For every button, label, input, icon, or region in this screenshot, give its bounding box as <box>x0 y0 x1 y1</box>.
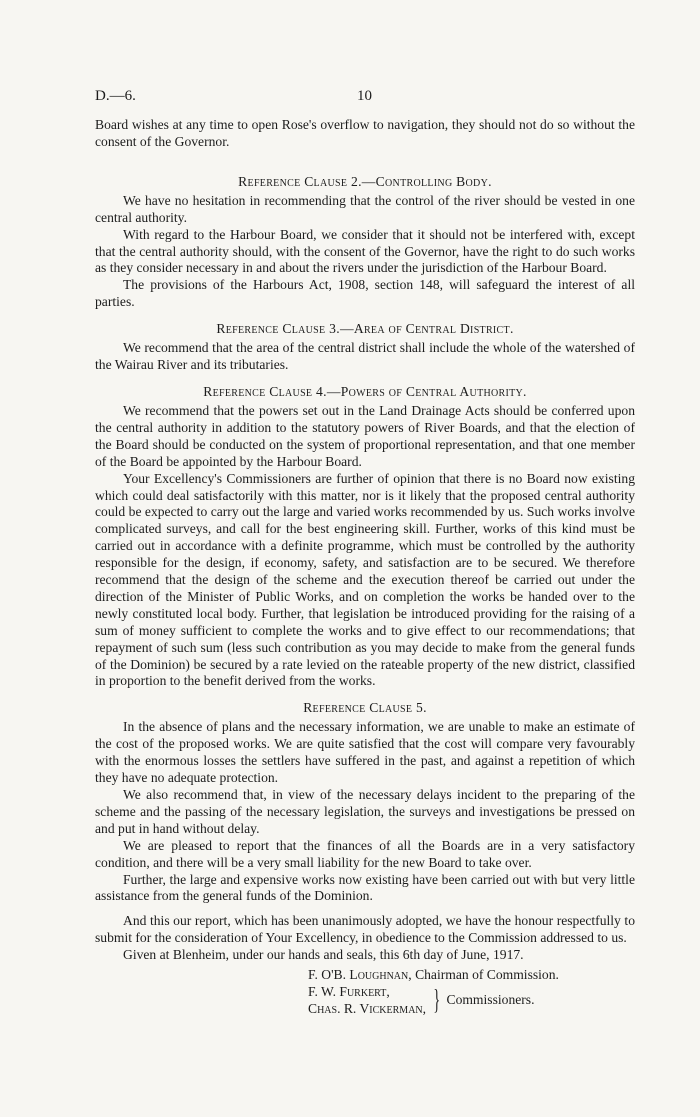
commissioners-group <box>308 984 635 1018</box>
brace-icon: } <box>433 984 441 1016</box>
paragraph: Further, the large and expensive works now existing have been carried out with but very little assistance from the general funds of the Dominion. <box>95 871 635 904</box>
page-number: 10 <box>357 88 372 104</box>
paragraph: We have no hesitation in recommending that the control of the river should be vested in one central authority. <box>95 192 635 225</box>
section-heading-clause-3: Reference Clause 3.—Area of Central District. <box>216 321 514 337</box>
paragraph: In the absence of plans and the necessary information, we are unable to make an estimate of the cost of the proposed works. We are quite satisfied that the cost will compare very favourably with the enormous losses the settlers have suffered in the past, and against a repetition of which they have no adequate protection. <box>95 719 635 786</box>
section-heading-clause-2: Reference Clause 2.—Controlling Body. <box>238 173 492 189</box>
paragraph: We recommend that the area of the central district shall include the whole of the watershed of the Wairau River and its tributaries. <box>95 340 635 373</box>
paragraph: Your Excellency's Commissioners are further of opinion that there is no Board now existing which could deal satisfactorily with this matter, nor is it likely that the proposed central authority could be expected to carry out the large and varied works recommended by us. Such works involve complicated surveys, and call for the best engineering skill. Further, works of this kind must be carried out in accordance with a definite programme, which must be controlled by the authority responsible for the design, if economy, safety, and satisfaction are to be secured. We therefore recommend that the design of the scheme and the execution thereof be carried out under the direction of the Minister of Public Works, and on completion the works be handed over to the newly constituted local body. Further, that legislation be introduced providing for the raising of a sum of money sufficient to complete the works and to give effect to our recommendations; that repayment of such sum (less such contribution as you may decide to make from the general funds of the Dominion) be secured by a rate levied on the rateable property of the new district, classified in proportion to the benefit derived from the works. <box>95 470 635 689</box>
document-reference: D.—6. <box>95 88 136 104</box>
commissioners-label: Commissioners. <box>446 992 535 1008</box>
section-heading-clause-5: Reference Clause 5. <box>303 700 427 716</box>
document-body <box>95 117 635 1018</box>
paragraph: We recommend that the powers set out in the Land Drainage Acts should be conferred upon the central authority in addition to the statutory powers of River Boards, and that the election of the Board should be conducted on the system of proportional representation, and that one member of the Board be appointed by the Harbour Board. <box>95 402 635 469</box>
commissioner-name: Chas. R. Vickerman, <box>308 1000 427 1016</box>
chairman-title: Chairman of Commission. <box>415 967 559 983</box>
paragraph: And this our report, which has been unanimously adopted, we have the honour respectfully to submit for the consideration of Your Excellency, in obedience to the Commission addressed to us. <box>95 913 635 946</box>
commissioner-name: F. W. Furkert, <box>308 983 390 999</box>
paragraph: Given at Blenheim, under our hands and seals, this 6th day of June, 1917. <box>123 947 524 963</box>
paragraph: We are pleased to report that the finances of all the Boards are in a very satisfactory condition, and there will be a very small liability for the new Board to take over. <box>95 837 635 870</box>
paragraph: Board wishes at any time to open Rose's overflow to navigation, they should not do so without the consent of the Governor. <box>95 117 635 149</box>
section-heading-clause-4: Reference Clause 4.—Powers of Central Authority. <box>203 383 527 399</box>
paragraph: We also recommend that, in view of the necessary delays incident to the preparing of the scheme and the passing of the necessary legislation, the surveys and investigations be pressed on and put in hand without delay. <box>95 787 635 836</box>
page-header <box>95 88 635 110</box>
chairman-name: F. O'B. Loughnan, <box>308 967 412 983</box>
paragraph: The provisions of the Harbours Act, 1908, section 148, will safeguard the interest of all parties. <box>95 277 635 310</box>
chairman-signature <box>308 967 635 984</box>
paragraph: With regard to the Harbour Board, we consider that it should not be interfered with, except that the central authority should, with the consent of the Governor, have the right to do such works as they consider necessary in and about the rivers under the jurisdiction of the Harbour Board. <box>95 226 635 276</box>
signature-block <box>308 967 635 1018</box>
